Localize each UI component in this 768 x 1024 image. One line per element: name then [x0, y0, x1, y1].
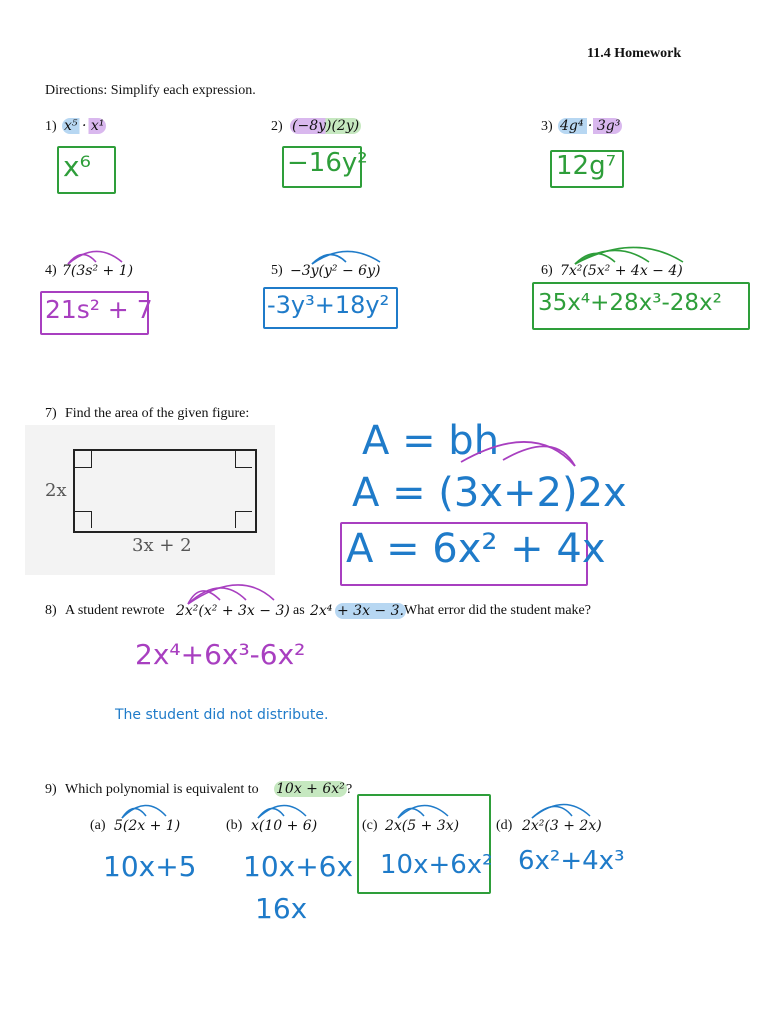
problem-4-expression: 7(3s² + 1) — [62, 263, 134, 279]
problem-6-number: 6) — [541, 263, 553, 278]
option-b-work-2: 16x — [255, 892, 308, 925]
problem-8-number: 8) — [45, 603, 57, 618]
problem-5-number: 5) — [271, 263, 283, 278]
problem-7-number: 7) — [45, 406, 57, 421]
option-d-arrows — [528, 800, 598, 820]
problem-8-work: 2x⁴+6x³-6x² — [135, 638, 306, 671]
problem-5-answer: -3y³+18y² — [267, 291, 390, 319]
option-c-expression: 2x(5 + 3x) — [385, 818, 460, 834]
option-a-arrows — [118, 800, 178, 820]
right-angle-marker — [75, 511, 92, 528]
option-a-expression: 5(2x + 1) — [114, 818, 181, 834]
option-a-work: 10x+5 — [103, 850, 197, 883]
right-angle-marker — [235, 511, 252, 528]
problem-2-number: 2) — [271, 119, 283, 134]
side-label: 2x — [45, 480, 67, 501]
problem-6-answer: 35x⁴+28x³-28x² — [538, 290, 722, 316]
problem-4-number: 4) — [45, 263, 57, 278]
option-c-label: (c) — [362, 818, 378, 833]
problem-9-target-expression: 10x + 6x² — [276, 781, 345, 797]
option-c-work: 10x+6x² — [380, 850, 493, 880]
problem-2-answer: −16y² — [287, 148, 368, 178]
right-angle-marker — [75, 451, 92, 468]
option-b-arrows — [254, 800, 314, 820]
option-d-work: 6x²+4x³ — [518, 846, 625, 876]
right-angle-marker — [235, 451, 252, 468]
problem-2-expression: (−8y)(2y) — [292, 118, 360, 134]
option-b-label: (b) — [226, 818, 243, 833]
bottom-label: 3x + 2 — [132, 535, 192, 556]
page-title: 11.4 Homework — [587, 46, 682, 61]
option-d-label: (d) — [496, 818, 513, 833]
problem-1-number: 1) — [45, 119, 57, 134]
problem-1-expression: x⁵ · x¹ — [64, 118, 105, 134]
rectangle-figure — [73, 449, 257, 533]
problem-4-answer: 21s² + 7 — [45, 295, 153, 324]
problem-1-answer: x⁶ — [63, 150, 91, 183]
problem-3-expression: 4g⁴ · 3g³ — [560, 118, 621, 134]
problem-5-distribution-arrows — [300, 246, 400, 266]
problem-8-prompt-a: A student rewrote — [65, 603, 165, 618]
problem-7-work-line-1: A = bh — [362, 418, 500, 464]
problem-9-number: 9) — [45, 782, 57, 797]
problem-7-work-line-2: A = (3x+2)2x — [352, 470, 627, 516]
problem-5-expression: −3y(y² − 6y) — [290, 263, 381, 279]
problem-8-original-expression: 2x²(x² + 3x − 3) — [176, 603, 290, 619]
problem-8-note: The student did not distribute. — [115, 707, 329, 723]
problem-6-expression: 7x²(5x² + 4x − 4) — [560, 263, 683, 279]
problem-9-question-mark: ? — [346, 782, 353, 797]
option-a-label: (a) — [90, 818, 106, 833]
option-d-expression: 2x²(3 + 2x) — [522, 818, 602, 834]
problem-8-distribution-arrows — [180, 580, 290, 606]
problem-9-prompt: Which polynomial is equivalent to — [65, 782, 259, 797]
option-c-arrows — [392, 800, 462, 820]
problem-8-student-expression-a: 2x⁴ — [310, 603, 333, 619]
problem-3-answer: 12g⁷ — [556, 151, 617, 181]
problem-8-prompt-b: as — [293, 603, 305, 618]
problem-7-prompt: Find the area of the given figure: — [65, 406, 250, 421]
directions: Directions: Simplify each expression. — [45, 83, 256, 98]
problem-7-distribution-arrows — [455, 430, 595, 470]
option-b-work: 10x+6x — [243, 850, 354, 883]
problem-6-distribution-arrows — [565, 244, 695, 266]
problem-4-distribution-arrows — [60, 246, 140, 266]
option-b-expression: x(10 + 6) — [251, 818, 318, 834]
problem-8-student-expression-b: + 3x − 3. — [337, 603, 404, 619]
problem-3-number: 3) — [541, 119, 553, 134]
problem-8-prompt-c: What error did the student make? — [404, 603, 591, 618]
problem-7-answer: A = 6x² + 4x — [346, 526, 606, 572]
